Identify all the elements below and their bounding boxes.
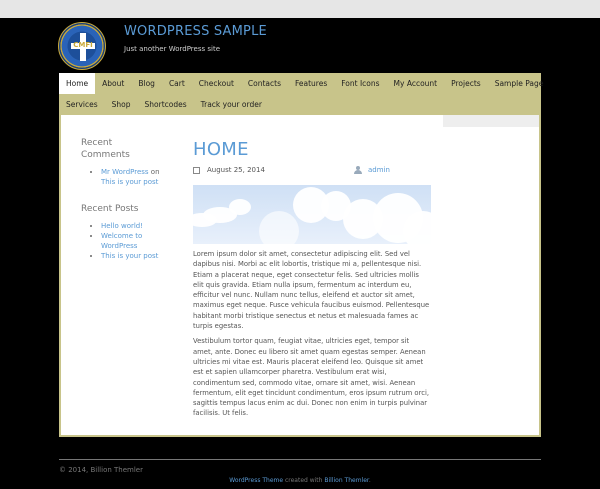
recent-comments-title: Recent Comments: [81, 138, 130, 160]
nav-row-2: [59, 94, 269, 115]
nav-item-services[interactable]: Services: [66, 100, 98, 109]
list-item: [101, 221, 161, 231]
cloud-shape: [193, 213, 217, 227]
nav-row-1: [59, 73, 550, 94]
footer-copyright: © 2014, Billion Themler: [59, 466, 143, 474]
comment-item: [101, 167, 161, 187]
main-article: [193, 139, 431, 419]
browser-top-strip: [0, 0, 600, 18]
site-tagline: Just another WordPress site: [124, 45, 221, 53]
calendar-icon: [193, 167, 200, 174]
comment-on-text: on: [150, 168, 160, 176]
nav-item-contacts[interactable]: Contacts: [247, 79, 281, 88]
credit-text: created with: [283, 477, 325, 484]
post-link-welcome[interactable]: Welcome to WordPress: [101, 232, 143, 250]
list-item: [101, 251, 161, 261]
billion-themler-link[interactable]: Billion Themler: [324, 477, 369, 484]
content-corner-strip: [443, 115, 539, 127]
nav-item-projects[interactable]: Projects: [451, 79, 481, 88]
nav-item-cart[interactable]: Cart: [168, 79, 185, 88]
sidebar: [81, 137, 161, 261]
featured-image: [193, 185, 431, 244]
nav-item-blog[interactable]: Blog: [138, 79, 155, 88]
nav-item-features[interactable]: Features: [294, 79, 328, 88]
list-item: [101, 231, 161, 251]
nav-item-shop[interactable]: Shop: [111, 100, 131, 109]
post-link-hello-world[interactable]: Hello world!: [101, 222, 144, 230]
nav-item-track-order[interactable]: Track your order: [200, 100, 262, 109]
cloud-shape: [259, 211, 299, 244]
site-logo[interactable]: [58, 22, 106, 70]
page-title: HOME: [193, 139, 249, 160]
wordpress-theme-link[interactable]: WordPress Theme: [229, 477, 284, 484]
footer-credit: [0, 477, 600, 484]
article-paragraph: Vestibulum tortor quam, feugiat vitae, ultricies eget, tempor sit amet, ante. Donec eu libero sit amet quam egestas semper. Aenean ultricies mi vitae est. Mauris placerat eleifend leo. Quisque sit amet est et sapien ullamcorper pharetra. Vestibulum erat wisi, condimentum sed, commodo vitae, ornare sit amet, wisi. Aenean fermentum, elit eget tincidunt condimentum, eros ipsum rutrum orci, sagittis tempus lacus enim ac dui. Donec non enim in turpis pulvinar facilisis. Ut felis.: [193, 337, 429, 418]
nav-item-sample-page[interactable]: Sample Page: [494, 79, 544, 88]
content-area: [59, 115, 541, 437]
nav-item-my-account[interactable]: My Account: [393, 79, 438, 88]
post-date: August 25, 2014: [207, 166, 265, 174]
nav-item-shortcodes[interactable]: Shortcodes: [144, 100, 187, 109]
post-author-link[interactable]: admin: [368, 166, 390, 174]
nav-item-font-icons[interactable]: Font Icons: [341, 79, 380, 88]
post-link-your-post[interactable]: This is your post: [101, 252, 159, 260]
main-navigation: [59, 73, 544, 115]
user-icon: [354, 166, 362, 174]
credit-end: .: [368, 477, 371, 484]
nav-item-checkout[interactable]: Checkout: [198, 79, 234, 88]
recent-comments-widget: [81, 137, 161, 187]
nav-item-home[interactable]: Home: [59, 73, 95, 94]
post-meta: [193, 166, 431, 180]
site-title[interactable]: WORDPRESS SAMPLE: [124, 24, 267, 39]
nav-item-about[interactable]: About: [102, 79, 125, 88]
logo-text: CMFI: [73, 41, 93, 49]
article-paragraph: Lorem ipsum dolor sit amet, consectetur adipiscing elit. Sed vel dapibus nisi. Morbi ac elit lobortis, tristique mi a, pellentesque nisi. Etiam a placerat neque, eget consectetur felis. Sed ultricies mollis elit quis gravida. Etiam nulla ipsum, fermentum ac interdum eu, efficitur vel nunc. Nullam nunc tellus, eleifend et auctor sit amet, maximus eget neque. Fusce vehicula faucibus euismod. Pellentesque habitant morbi tristique senectus et netus et malesuada fames ac turpis egestas.: [193, 250, 430, 331]
recent-posts-widget: [81, 203, 161, 261]
footer-divider: [59, 459, 541, 460]
comment-post-link[interactable]: This is your post: [101, 178, 159, 186]
recent-posts-title: Recent Posts: [81, 204, 139, 214]
comment-author-link[interactable]: Mr WordPress: [101, 168, 149, 176]
